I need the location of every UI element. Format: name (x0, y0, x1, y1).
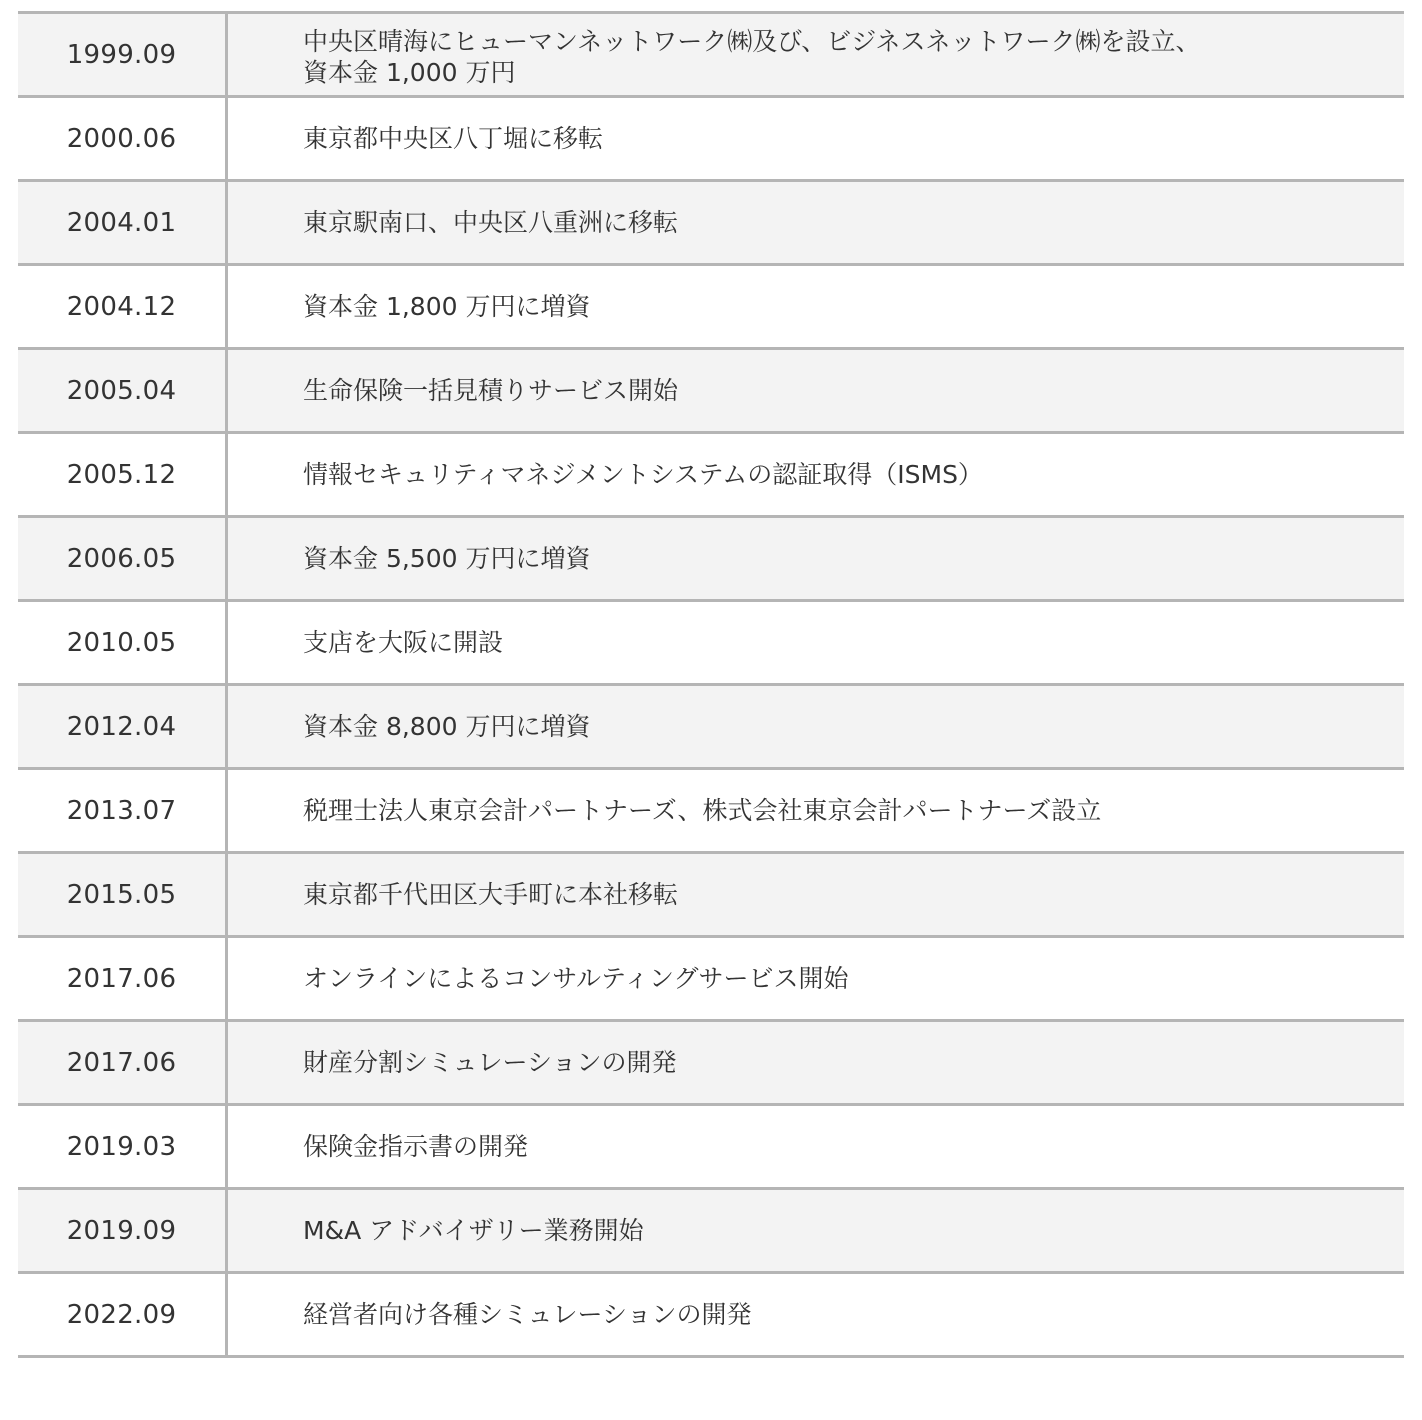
history-row (18, 1274, 1404, 1358)
history-date: 2010.05 (18, 602, 228, 683)
history-event: 中央区晴海にヒューマンネットワーク㈱及び、ビジネスネットワーク㈱を設立、 資本金 1,000 万円 (303, 27, 1201, 87)
history-row (18, 1190, 1404, 1274)
history-event: 税理士法人東京会計パートナーズ、株式会社東京会計パートナーズ設立 (303, 796, 1102, 825)
history-event: オンラインによるコンサルティングサービス開始 (303, 964, 849, 993)
history-date: 2022.09 (18, 1274, 228, 1355)
history-event: 資本金 1,800 万円に増資 (303, 292, 591, 321)
history-date: 2005.04 (18, 350, 228, 431)
history-date: 2004.12 (18, 266, 228, 347)
history-event: 保険金指示書の開発 (303, 1132, 529, 1161)
history-date: 2019.09 (18, 1190, 228, 1271)
history-date: 2019.03 (18, 1106, 228, 1187)
company-history-table (18, 11, 1404, 1358)
history-date: 2015.05 (18, 854, 228, 935)
history-event: M&A アドバイザリー業務開始 (303, 1216, 644, 1245)
history-event: 情報セキュリティマネジメントシステムの認証取得（ISMS） (303, 460, 983, 489)
history-date: 2017.06 (18, 938, 228, 1019)
history-date: 2004.01 (18, 182, 228, 263)
history-event: 東京都千代田区大手町に本社移転 (303, 880, 679, 909)
history-date: 2005.12 (18, 434, 228, 515)
history-event: 東京都中央区八丁堀に移転 (303, 124, 604, 153)
history-date: 2013.07 (18, 770, 228, 851)
history-row (18, 686, 1404, 770)
history-date: 1999.09 (18, 14, 228, 95)
history-row (18, 770, 1404, 854)
history-event: 東京駅南口、中央区八重洲に移転 (303, 208, 679, 237)
history-row (18, 938, 1404, 1022)
history-row (18, 266, 1404, 350)
history-row (18, 1022, 1404, 1106)
history-row (18, 434, 1404, 518)
history-event: 生命保険一括見積りサービス開始 (303, 376, 679, 405)
history-row (18, 98, 1404, 182)
history-event: 財産分割シミュレーションの開発 (303, 1048, 677, 1077)
history-row (18, 518, 1404, 602)
history-event: 資本金 5,500 万円に増資 (303, 544, 591, 573)
history-row (18, 602, 1404, 686)
history-row (18, 14, 1404, 98)
history-event: 経営者向け各種シミュレーションの開発 (303, 1300, 752, 1329)
history-date: 2017.06 (18, 1022, 228, 1103)
history-date: 2012.04 (18, 686, 228, 767)
history-date: 2000.06 (18, 98, 228, 179)
history-row (18, 854, 1404, 938)
history-row (18, 182, 1404, 266)
history-date: 2006.05 (18, 518, 228, 599)
history-event: 資本金 8,800 万円に増資 (303, 712, 591, 741)
history-event: 支店を大阪に開設 (303, 628, 504, 657)
history-row (18, 1106, 1404, 1190)
history-row (18, 350, 1404, 434)
